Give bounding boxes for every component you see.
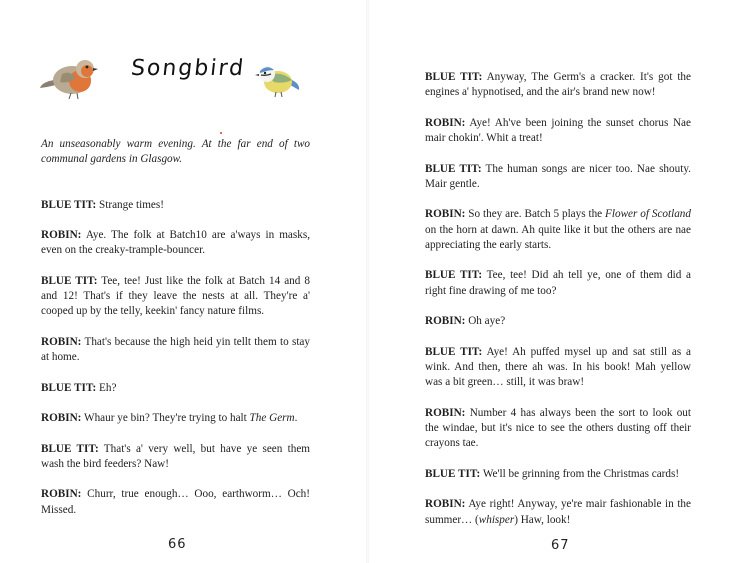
right-column (425, 70, 691, 543)
dialogue-line (425, 70, 691, 101)
speaker: ROBIN: (425, 498, 466, 511)
line-text: Aye. The folk at Batch10 are a'ways in masks, even on the creaky-trample-bouncer. (41, 229, 310, 257)
line-emphasis: whisper (478, 513, 515, 526)
line-text: The human songs are nicer too. Nae shouty. Mair gentle. (425, 162, 691, 190)
line-text: Oh aye? (468, 315, 506, 328)
dialogue-line (425, 162, 691, 193)
right-page (368, 0, 735, 563)
dialogue-line (41, 198, 310, 213)
line-text: Strange times! (99, 198, 164, 211)
line-text: Tee, tee! Did ah tell ye, one of them did a right fine drawing of me too? (425, 269, 692, 297)
dialogue-line (41, 487, 310, 518)
line-text-after: on the horn at dawn. Ah quite like it but the others are nae appreciating the early starts. (425, 223, 691, 251)
speaker: BLUE TIT: (425, 345, 483, 358)
speaker: ROBIN: (425, 116, 466, 129)
line-emphasis: Flower of Scotland (605, 208, 691, 221)
line-text: Number 4 has always been the sort to look out the windae, but it's nice to see the others dusting off their crayons tae. (425, 406, 692, 450)
dialogue-line (425, 116, 691, 147)
line-text: Aye! Ah've been joining the sunset chorus Nae mair chokin'. Whit a treat! (425, 116, 691, 145)
line-text: Tee, tee! Just like the folk at Batch 14 and 8 and 12! That's if they leave the nests at all. They're a' cooped up by the telly, keekin' fancy nature films. (41, 274, 310, 318)
dialogue-line (41, 411, 310, 426)
speaker: BLUE TIT: (425, 71, 483, 83)
line-text: We'll be grinning from the Christmas cards! (482, 467, 680, 480)
robin-illustration-icon (40, 54, 100, 100)
left-column (41, 137, 310, 533)
ink-mark (220, 132, 222, 134)
line-text: Churr, true enough… Ooo, earthworm… Och! Missed. (41, 488, 310, 516)
speaker: ROBIN: (425, 315, 466, 328)
line-text: Eh? (99, 381, 117, 394)
dialogue-line (425, 314, 691, 329)
speaker: ROBIN: (425, 208, 466, 221)
dialogue-line (425, 268, 691, 299)
dialogue-line (425, 406, 691, 452)
page-number: 66 (168, 537, 187, 552)
speaker: BLUE TIT: (425, 162, 482, 175)
dialogue-line (41, 274, 310, 320)
dialogue-line (41, 381, 310, 396)
speaker: ROBIN: (41, 488, 82, 501)
speaker: BLUE TIT: (425, 467, 481, 480)
speaker: BLUE TIT: (425, 269, 483, 282)
dialogue-line (41, 442, 310, 473)
page-number: 67 (551, 538, 570, 553)
line-text-after: . (294, 412, 298, 425)
line-text: So they are. Batch 5 plays the (468, 208, 606, 221)
speaker: ROBIN: (41, 229, 82, 242)
stage-direction: An unseasonably warm evening. At the far end of two communal gardens in Glasgow. (41, 138, 310, 166)
line-emphasis: The Germ (249, 412, 295, 425)
line-text: Whaur ye bin? They're trying to halt (84, 412, 250, 425)
dialogue-line (41, 228, 310, 259)
speaker: ROBIN: (41, 412, 82, 425)
speaker: ROBIN: (41, 335, 82, 348)
line-text: Aye right! Anyway, ye're mair fashionable in the summer… ( (425, 498, 691, 526)
page-title: Songbird (129, 56, 247, 81)
dialogue-line (425, 207, 691, 253)
blue-tit-illustration-icon (254, 62, 300, 98)
line-text: Aye! Ah puffed mysel up and sat still as a wink. And then, there ah was. In his book! Mah yellow was a bit green… still, it was braw! (425, 345, 692, 389)
speaker: BLUE TIT: (41, 381, 97, 394)
dialogue-line (41, 335, 310, 366)
speaker: BLUE TIT: (41, 274, 98, 287)
speaker: BLUE TIT: (41, 198, 97, 211)
line-text: That's because the high heid yin tellt them to stay at home. (41, 335, 310, 364)
dialogue-line (425, 345, 691, 391)
line-text: That's a' very well, but have ye seen them wash the bird feeders? Naw! (41, 442, 310, 470)
speaker: BLUE TIT: (41, 442, 99, 455)
dialogue-line (425, 497, 691, 528)
dialogue-line (425, 467, 691, 482)
line-text-after: ) Haw, look! (514, 513, 571, 526)
line-text: Anyway, The Germ's a cracker. It's got the engines a' hypnotised, and the air's brand new now! (425, 71, 691, 99)
speaker: ROBIN: (425, 406, 466, 419)
